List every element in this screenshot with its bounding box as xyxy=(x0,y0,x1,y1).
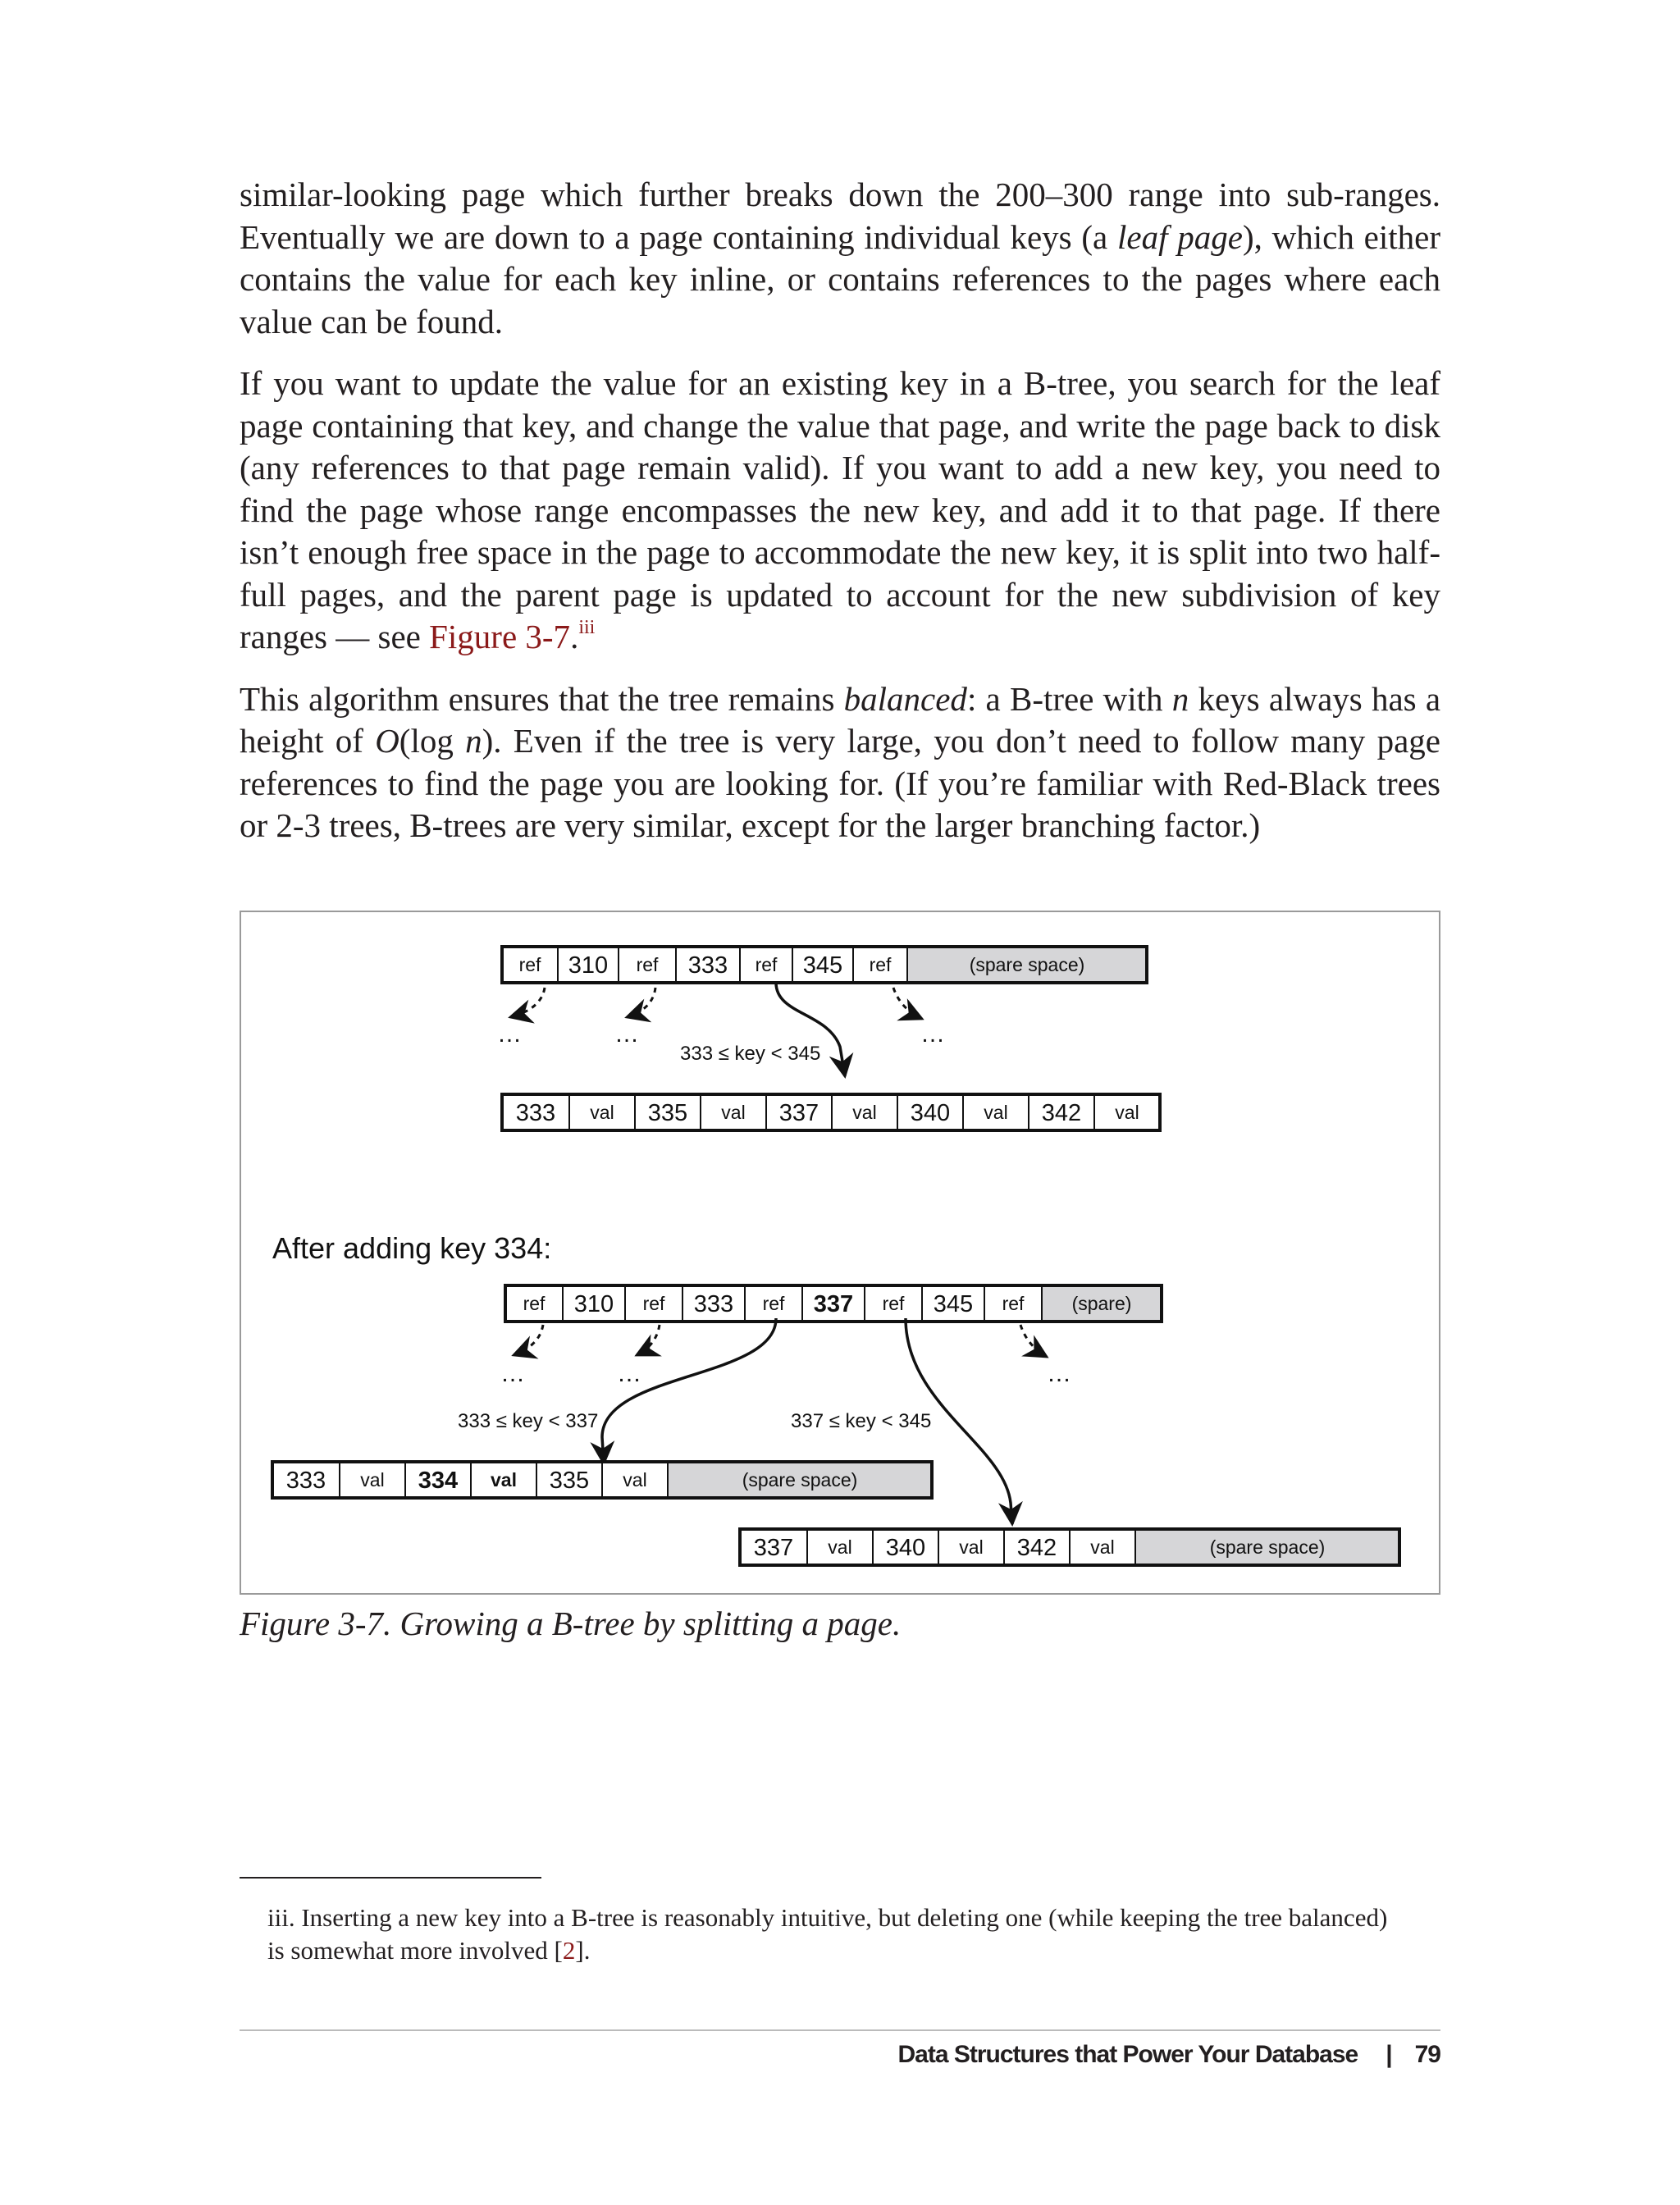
top-ref-page xyxy=(502,947,1147,983)
reference-link-2[interactable]: 2 xyxy=(562,1936,576,1965)
p1-leaf-page: leaf page xyxy=(1117,217,1243,256)
dashed-arrow-4 xyxy=(514,1325,543,1355)
figure-3-7 xyxy=(240,911,1440,1595)
row-top-leaf-label-4: 337 xyxy=(778,1100,819,1126)
row-top-page-label-0: ref xyxy=(518,954,541,975)
footnote-marker-iii[interactable]: iii xyxy=(578,617,596,638)
row-right-leaf-label-1: val xyxy=(828,1536,852,1558)
row-top-leaf-label-0: 333 xyxy=(515,1100,556,1126)
dashed-arrow-1 xyxy=(510,988,545,1017)
row-top-page-label-7: (spare space) xyxy=(969,954,1085,975)
row-top-leaf-label-5: val xyxy=(852,1102,877,1123)
btree-diagram xyxy=(241,912,1442,1596)
right-leaf-page xyxy=(740,1529,1399,1565)
ellipsis-4: … xyxy=(500,1360,525,1387)
row-top-leaf-label-3: val xyxy=(721,1102,746,1123)
range-label-right: 337 ≤ key < 345 xyxy=(791,1410,932,1432)
row-left-leaf-label-3: val xyxy=(491,1469,517,1491)
row-right-leaf-label-5: val xyxy=(1090,1536,1115,1558)
row-left-leaf-label-4: 335 xyxy=(549,1468,590,1494)
row-top-leaf-label-2: 335 xyxy=(647,1100,688,1126)
top-leaf-page xyxy=(502,1094,1160,1130)
p3-big-o: O xyxy=(375,722,399,760)
row-after-page-label-9: (spare) xyxy=(1071,1293,1132,1314)
row-right-leaf-label-0: 337 xyxy=(753,1535,794,1561)
figure-caption: Figure 3-7. Growing a B-tree by splitting a page. xyxy=(240,1605,902,1642)
footnote-text-a: iii. Inserting a new key into a B-tree is reasonably intuitive, but deleting one (while keeping the tree balanced) is somewhat more involved [ xyxy=(267,1903,1388,1965)
row-after-page-label-7: 345 xyxy=(933,1291,974,1317)
dashed-arrow-6 xyxy=(1020,1325,1047,1357)
p3-balanced: balanced xyxy=(843,679,967,718)
footnote-rule xyxy=(240,1877,541,1879)
page-number: 79 xyxy=(1414,2041,1440,2068)
row-top-leaf-label-9: val xyxy=(1115,1102,1139,1123)
row-top-page-label-5: 345 xyxy=(802,952,843,979)
row-after-page-label-8: ref xyxy=(1002,1293,1025,1314)
footer-separator: | xyxy=(1386,2041,1392,2068)
p1-text-b: ), which either contains the value for each key inline, or contains references to the pages where each value can be found. xyxy=(240,217,1440,340)
dashed-arrow-3 xyxy=(893,988,922,1019)
dashed-arrow-5 xyxy=(637,1325,660,1355)
p2-text-b: . xyxy=(570,618,579,655)
ellipsis-5: … xyxy=(617,1360,641,1387)
row-after-page-label-6: ref xyxy=(882,1293,905,1314)
body-text xyxy=(240,174,1440,867)
range-label-top: 333 ≤ key < 345 xyxy=(680,1043,821,1065)
row-right-leaf-label-3: val xyxy=(959,1536,984,1558)
p3-text-e: ). Even if the tree is very large, you don’t need to follow many page references to find the page you are looking for. (If you’re familiar with Red-Black trees or 2-3 trees, B-trees are very similar, except for the larger branching factor.) xyxy=(240,722,1440,844)
row-right-leaf-label-4: 342 xyxy=(1016,1535,1057,1561)
footnote-text-b: ]. xyxy=(575,1936,591,1965)
row-top-page-label-2: ref xyxy=(636,954,659,975)
after-ref-page xyxy=(505,1285,1162,1322)
row-after-page-label-4: ref xyxy=(762,1293,785,1314)
left-leaf-page xyxy=(272,1462,932,1498)
figure-3-7-link[interactable]: Figure 3-7 xyxy=(429,618,571,655)
running-footer xyxy=(897,2041,1440,2069)
row-after-page-label-5: 337 xyxy=(813,1291,854,1317)
row-left-leaf-label-0: 333 xyxy=(285,1468,326,1494)
footer-rule xyxy=(240,2029,1440,2031)
p1-text-a: similar-looking page which further breaks down the 200–300 range into sub-ranges. Eventually we are down to a page containing individual keys (a xyxy=(240,176,1440,256)
row-top-page-label-6: ref xyxy=(869,954,892,975)
row-top-leaf-label-7: val xyxy=(984,1102,1008,1123)
ellipsis-3: … xyxy=(920,1020,945,1048)
row-top-page-label-3: 333 xyxy=(687,952,728,979)
row-top-leaf-label-8: 342 xyxy=(1041,1100,1082,1126)
row-after-page-label-2: ref xyxy=(642,1293,665,1314)
row-after-page-label-3: 333 xyxy=(693,1291,734,1317)
p3-n2: n xyxy=(465,722,482,760)
after-label: After adding key 334: xyxy=(272,1231,552,1265)
row-top-leaf-label-1: val xyxy=(590,1102,614,1123)
row-left-leaf-label-5: val xyxy=(623,1469,647,1491)
p3-text-b: : a B-tree with xyxy=(966,679,1172,718)
row-right-leaf-label-6: (spare space) xyxy=(1209,1536,1326,1558)
p3-text-a: This algorithm ensures that the tree remains xyxy=(240,679,844,718)
row-right-leaf-label-2: 340 xyxy=(885,1535,926,1561)
row-top-leaf-label-6: 340 xyxy=(910,1100,951,1126)
row-left-leaf-label-6: (spare space) xyxy=(742,1469,858,1491)
row-left-leaf-label-2: 334 xyxy=(418,1468,459,1494)
footnote-iii xyxy=(267,1901,1399,1967)
p3-text-c: keys always has a height of xyxy=(240,679,1441,760)
range-label-left: 333 ≤ key < 337 xyxy=(458,1410,599,1432)
solid-arrow-left xyxy=(602,1318,776,1463)
paragraph-1 xyxy=(240,174,1440,343)
ellipsis-1: … xyxy=(497,1020,522,1048)
row-top-page-label-1: 310 xyxy=(568,952,609,979)
paragraph-2 xyxy=(240,363,1440,659)
dashed-arrow-2 xyxy=(627,988,655,1017)
p3-n1: n xyxy=(1171,679,1189,718)
row-left-leaf-label-1: val xyxy=(360,1469,385,1491)
row-after-page-label-0: ref xyxy=(523,1293,546,1314)
row-after-page-label-1: 310 xyxy=(573,1291,614,1317)
p3-text-d: (log xyxy=(399,722,466,760)
chapter-section-title: Data Structures that Power Your Database xyxy=(897,2041,1358,2068)
ellipsis-6: … xyxy=(1047,1360,1071,1387)
p2-text-a: If you want to update the value for an existing key in a B-tree, you search for the leaf page containing that key, and change the value that page, and write the page back to disk (any references to that page remain valid). If you want to add a new key, you need to find the page whose range encompasses the new key, and add it to that page. If there isn’t enough free space in the page to accommodate the new key, it is split into two half-full pages, and the parent page is updated to account for the new subdivision of key ranges — see xyxy=(240,364,1440,655)
paragraph-3 xyxy=(240,678,1440,847)
ellipsis-2: … xyxy=(614,1020,639,1048)
row-top-page-label-4: ref xyxy=(755,954,778,975)
